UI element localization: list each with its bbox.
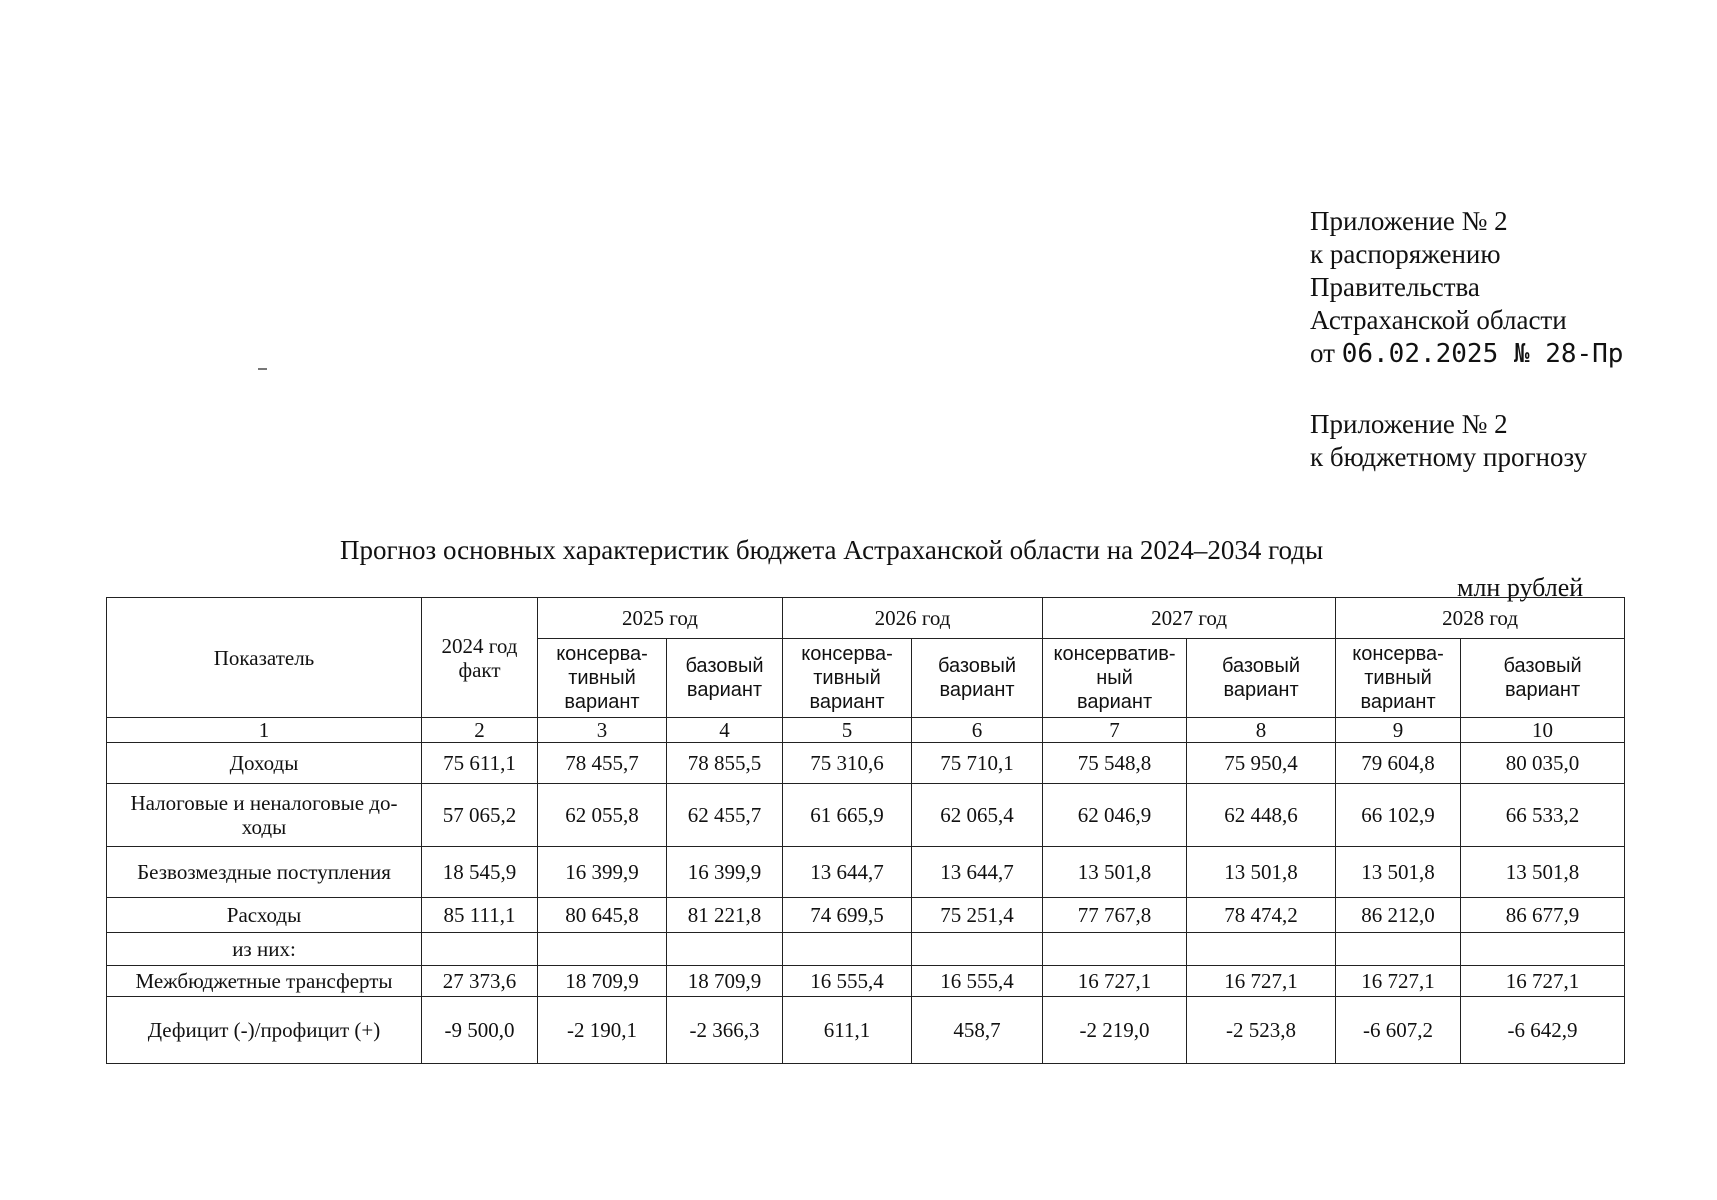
column-number: 3 (538, 718, 667, 743)
table-cell: 18 709,9 (538, 966, 667, 997)
base-variant-2028: базовый вариант (1461, 639, 1625, 718)
table-cell: 16 555,4 (783, 966, 912, 997)
base-variant-2027: базовый вариант (1187, 639, 1336, 718)
table-cell: 57 065,2 (422, 784, 538, 847)
year-2028-header: 2028 год (1336, 598, 1625, 639)
table-cell: 66 102,9 (1336, 784, 1461, 847)
table-cell: 62 065,4 (912, 784, 1043, 847)
table-cell: 62 055,8 (538, 784, 667, 847)
year-2025-header: 2025 год (538, 598, 783, 639)
table-cell: 75 310,6 (783, 743, 912, 784)
table-cell (1187, 933, 1336, 966)
year-2027-header: 2027 год (1043, 598, 1336, 639)
header-year-row (107, 598, 1625, 639)
table-cell: 16 727,1 (1461, 966, 1625, 997)
document-title: Прогноз основных характеристик бюджета Астраханской области на 2024–2034 годы (340, 535, 1324, 565)
table-cell: 75 251,4 (912, 898, 1043, 933)
table-cell: 86 677,9 (1461, 898, 1625, 933)
table-cell: 13 644,7 (912, 847, 1043, 898)
column-number: 4 (667, 718, 783, 743)
column-number: 6 (912, 718, 1043, 743)
table-cell (1043, 933, 1187, 966)
appendix-order-block (1310, 205, 1623, 371)
table-cell: 85 111,1 (422, 898, 538, 933)
conservative-variant-2026: консерва- тивный вариант (783, 639, 912, 718)
table-cell: -2 523,8 (1187, 997, 1336, 1064)
appendix-order-line1: Приложение № 2 (1310, 206, 1508, 236)
table-cell (538, 933, 667, 966)
row-label: Безвозмездные поступления (107, 847, 422, 898)
table-cell: 75 950,4 (1187, 743, 1336, 784)
fact-2024-header: 2024 год факт (422, 598, 538, 718)
column-number: 10 (1461, 718, 1625, 743)
table-cell: 16 399,9 (538, 847, 667, 898)
table-cell: 13 501,8 (1043, 847, 1187, 898)
table-cell: 79 604,8 (1336, 743, 1461, 784)
table-cell: -6 642,9 (1461, 997, 1625, 1064)
row-label: Дефицит (-)/профицит (+) (107, 997, 422, 1064)
table-cell: 74 699,5 (783, 898, 912, 933)
table-cell: 16 727,1 (1043, 966, 1187, 997)
table-cell: 62 455,7 (667, 784, 783, 847)
table-cell (912, 933, 1043, 966)
table-cell: 77 767,8 (1043, 898, 1187, 933)
table-cell: -2 219,0 (1043, 997, 1187, 1064)
table-row-of-them (107, 933, 1625, 966)
indicator-header: Показатель (107, 598, 422, 718)
table-cell: 75 548,8 (1043, 743, 1187, 784)
table-cell: 80 645,8 (538, 898, 667, 933)
table-row-gratuitous-receipts (107, 847, 1625, 898)
table-cell: 78 474,2 (1187, 898, 1336, 933)
table-cell (1336, 933, 1461, 966)
table-cell: 13 501,8 (1461, 847, 1625, 898)
table-cell: 62 448,6 (1187, 784, 1336, 847)
table-cell (667, 933, 783, 966)
table-row-tax-revenue (107, 784, 1625, 847)
column-number: 2 (422, 718, 538, 743)
appendix-order-line4: Астраханской области (1310, 305, 1567, 335)
table-cell (1461, 933, 1625, 966)
table-cell: 61 665,9 (783, 784, 912, 847)
table-cell: 611,1 (783, 997, 912, 1064)
conservative-variant-2025: консерва- тивный вариант (538, 639, 667, 718)
table-row-income (107, 743, 1625, 784)
column-number: 5 (783, 718, 912, 743)
row-label: из них: (107, 933, 422, 966)
table-cell: 81 221,8 (667, 898, 783, 933)
scan-speck (258, 368, 267, 370)
appendix-forecast-line2: к бюджетному прогнозу (1310, 442, 1588, 472)
table-cell: 16 555,4 (912, 966, 1043, 997)
table-cell: 75 710,1 (912, 743, 1043, 784)
appendix-forecast-block (1310, 408, 1587, 474)
year-2026-header: 2026 год (783, 598, 1043, 639)
table-cell: 13 644,7 (783, 847, 912, 898)
row-label: Доходы (107, 743, 422, 784)
table-cell: 16 399,9 (667, 847, 783, 898)
appendix-forecast-line1: Приложение № 2 (1310, 409, 1508, 439)
base-variant-2025: базовый вариант (667, 639, 783, 718)
table-row-expenses (107, 898, 1625, 933)
conservative-variant-2027: консерватив- ный вариант (1043, 639, 1187, 718)
table-row-interbudget-transfers (107, 966, 1625, 997)
row-label: Расходы (107, 898, 422, 933)
appendix-order-line3: Правительства (1310, 272, 1480, 302)
table-cell: 75 611,1 (422, 743, 538, 784)
column-number-row (107, 718, 1625, 743)
table-cell: 13 501,8 (1336, 847, 1461, 898)
table-cell: -2 190,1 (538, 997, 667, 1064)
table-cell: 18 709,9 (667, 966, 783, 997)
table-cell: 13 501,8 (1187, 847, 1336, 898)
table-cell: 78 855,5 (667, 743, 783, 784)
table-cell: 80 035,0 (1461, 743, 1625, 784)
budget-forecast-table (106, 597, 1625, 1064)
date-prefix: от (1310, 338, 1335, 368)
table-cell: -9 500,0 (422, 997, 538, 1064)
table-cell: 66 533,2 (1461, 784, 1625, 847)
column-number: 9 (1336, 718, 1461, 743)
table-cell: 86 212,0 (1336, 898, 1461, 933)
base-variant-2026: базовый вариант (912, 639, 1043, 718)
conservative-variant-2028: консерва- тивный вариант (1336, 639, 1461, 718)
column-number: 7 (1043, 718, 1187, 743)
row-label: Межбюджетные трансферты (107, 966, 422, 997)
table-cell: 78 455,7 (538, 743, 667, 784)
column-number: 1 (107, 718, 422, 743)
table-cell: 18 545,9 (422, 847, 538, 898)
units-label: млн рублей (1457, 573, 1584, 602)
appendix-order-line2: к распоряжению (1310, 239, 1501, 269)
table-cell: -6 607,2 (1336, 997, 1461, 1064)
row-label: Налоговые и неналоговые до-ходы (107, 784, 422, 847)
table-cell (783, 933, 912, 966)
table-cell: 16 727,1 (1187, 966, 1336, 997)
table-cell: 62 046,9 (1043, 784, 1187, 847)
table-cell: 458,7 (912, 997, 1043, 1064)
table-cell (422, 933, 538, 966)
table-cell: -2 366,3 (667, 997, 783, 1064)
column-number: 8 (1187, 718, 1336, 743)
order-date-number-stamp: 06.02.2025 № 28-Пр (1341, 339, 1624, 369)
appendix-order-date-line (1310, 337, 1623, 371)
table-row-deficit-surplus (107, 997, 1625, 1064)
table-cell: 27 373,6 (422, 966, 538, 997)
table-cell: 16 727,1 (1336, 966, 1461, 997)
